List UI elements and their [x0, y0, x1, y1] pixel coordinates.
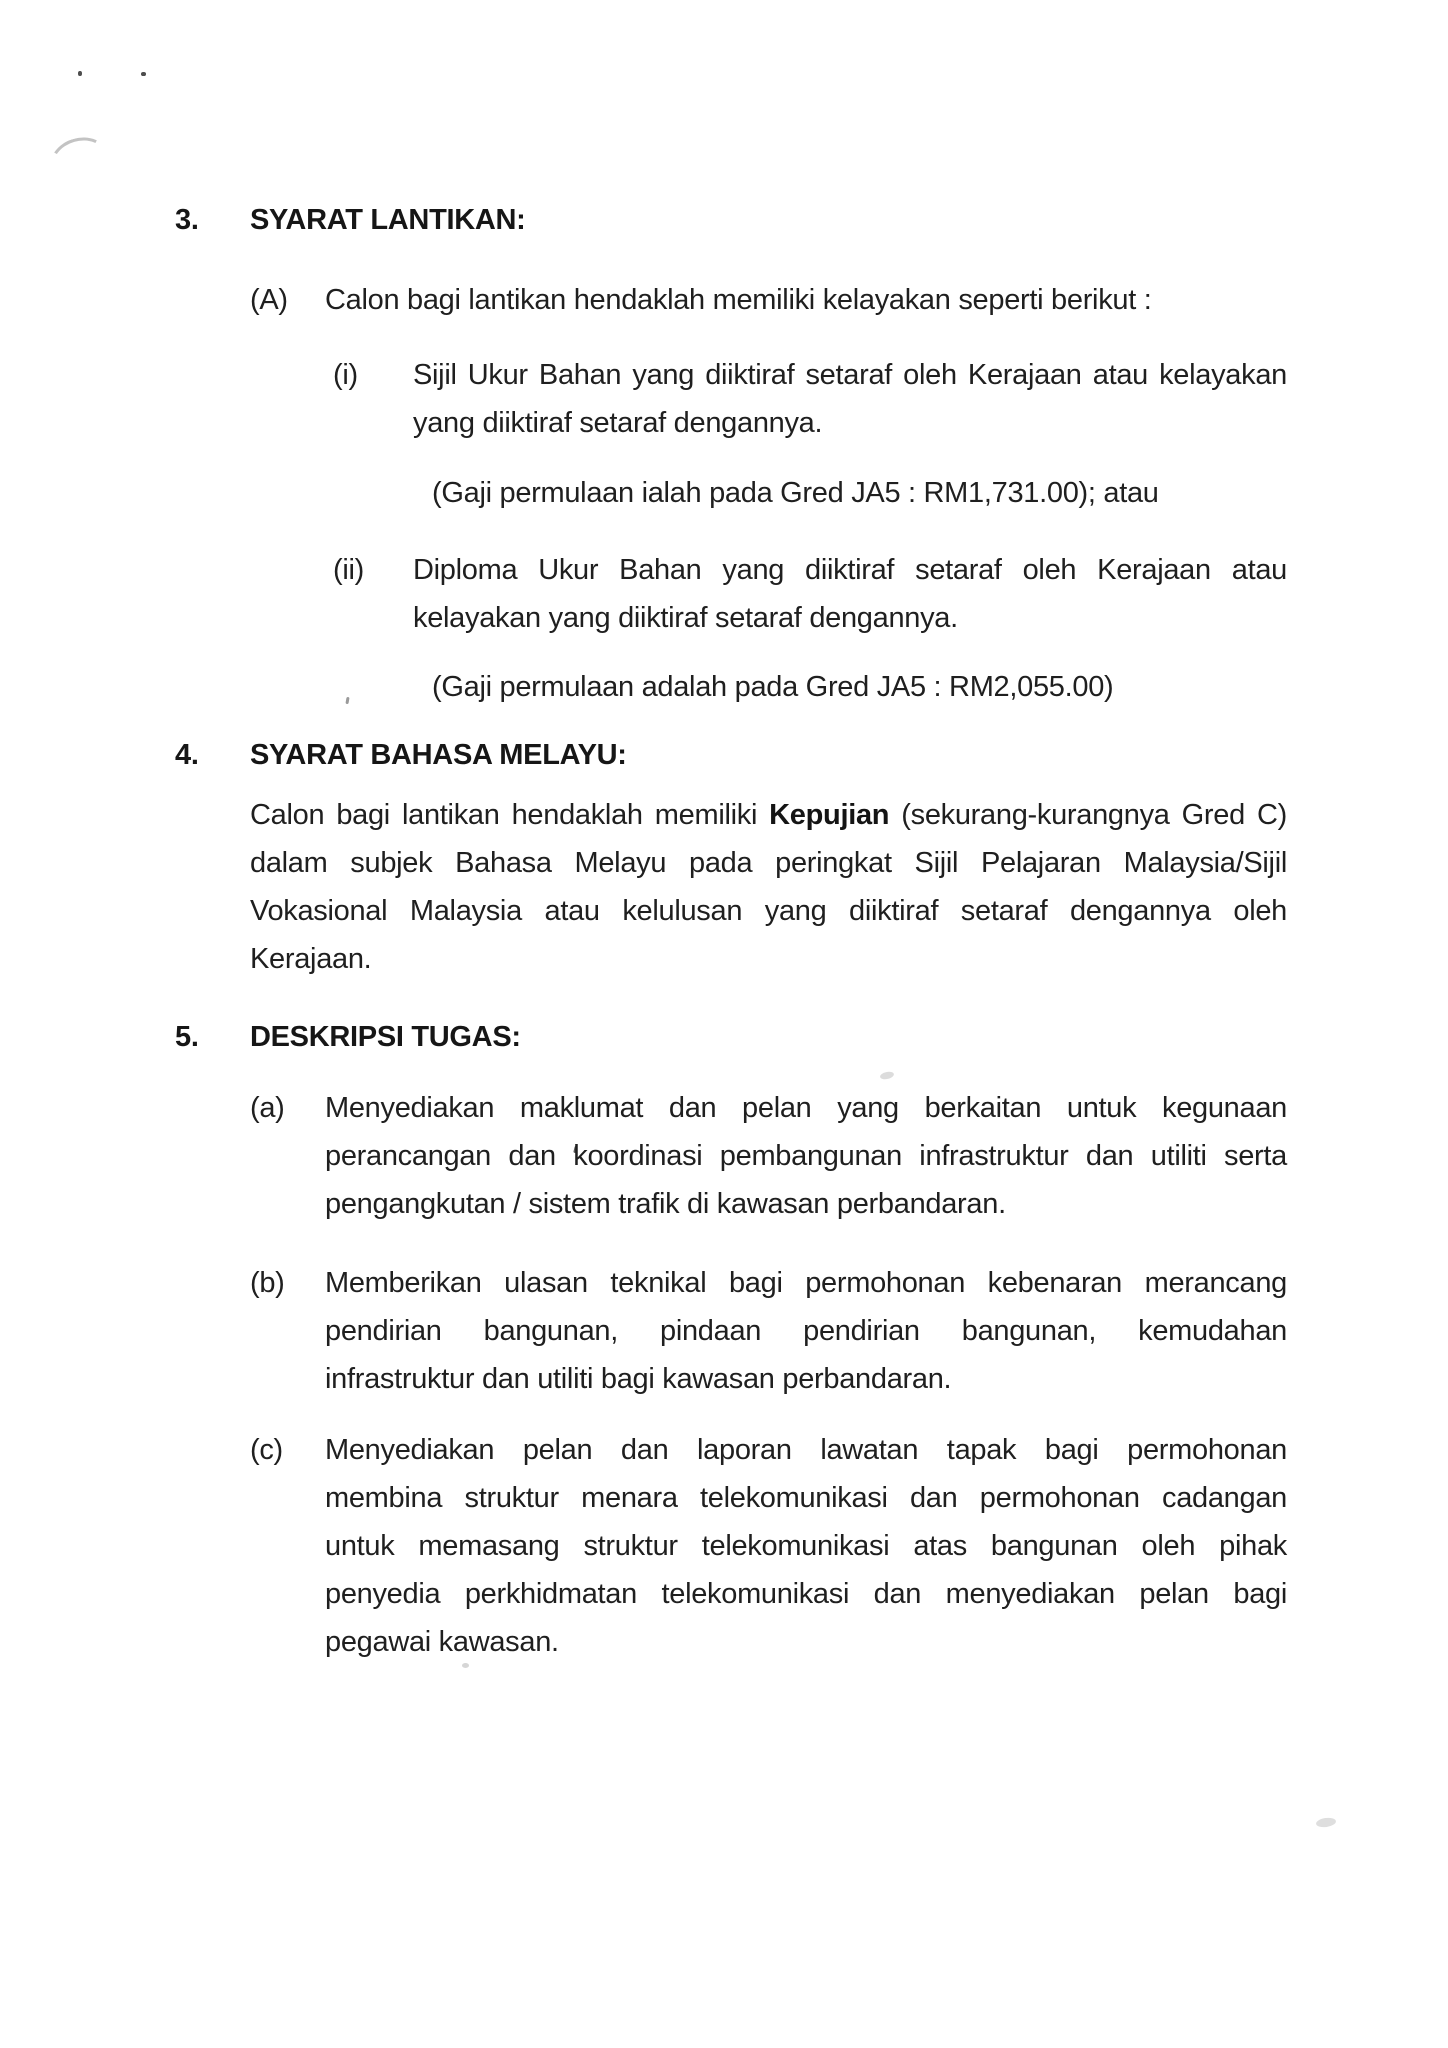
task-text — [325, 1084, 1287, 1228]
document-body — [175, 196, 1287, 1666]
item-line: Sijil Ukur Bahan yang diiktiraf setaraf oleh Kerajaan atau kelayakan — [413, 359, 1287, 391]
task-line: penyedia perkhidmatan telekomunikasi dan menyediakan pelan bagi — [325, 1578, 1287, 1610]
task-c — [250, 1426, 1287, 1666]
item-text — [413, 546, 1287, 642]
task-line: untuk memasang struktur telekomunikasi atas bangunan oleh pihak — [325, 1530, 1287, 1562]
section-title: DESKRIPSI TUGAS: — [250, 1021, 521, 1053]
section-4-heading — [175, 731, 1287, 779]
scan-arc-mark — [45, 131, 116, 194]
section-number: 4. — [175, 739, 199, 771]
task-line: Memberikan ulasan teknikal bagi permohonan kebenaran merancang — [325, 1267, 1287, 1299]
task-a — [250, 1084, 1287, 1228]
paragraph-line — [250, 791, 1287, 839]
clause-text: Calon bagi lantikan hendaklah memiliki kelayakan seperti berikut : — [325, 284, 1152, 316]
task-line: Menyediakan pelan dan laporan lawatan tapak bagi permohonan — [325, 1434, 1287, 1466]
scan-speck — [1315, 1817, 1336, 1829]
paragraph-bold-text: Kepujian — [769, 799, 890, 831]
task-line: pengangkutan / sistem trafik di kawasan perbandaran. — [325, 1188, 1006, 1220]
task-line: infrastruktur dan utiliti bagi kawasan perbandaran. — [325, 1363, 952, 1395]
paragraph-text: Calon bagi lantikan hendaklah memiliki — [250, 799, 758, 831]
item-label: (ii) — [333, 554, 365, 586]
task-line: pegawai kawasan. — [325, 1626, 559, 1658]
section-title: SYARAT BAHASA MELAYU: — [250, 739, 627, 771]
task-label: (b) — [250, 1267, 285, 1299]
task-line: perancangan dan koordinasi pembangunan infrastruktur dan utiliti serta — [325, 1140, 1287, 1172]
item-i — [333, 351, 1287, 447]
task-text — [325, 1259, 1287, 1403]
salary-note-ii: (Gaji permulaan adalah pada Gred JA5 : RM2,055.00) — [432, 671, 1114, 703]
item-label: (i) — [333, 359, 358, 391]
section-4-paragraph — [250, 791, 1287, 983]
item-ii — [333, 546, 1287, 642]
section-number: 5. — [175, 1021, 199, 1053]
salary-note-i: (Gaji permulaan ialah pada Gred JA5 : RM1,731.00); atau — [432, 477, 1159, 509]
section-3-heading — [175, 196, 1287, 244]
task-label: (a) — [250, 1092, 285, 1124]
task-line: Menyediakan maklumat dan pelan yang berkaitan untuk kegunaan — [325, 1092, 1287, 1124]
item-text — [413, 351, 1287, 447]
clause-A — [250, 276, 1287, 324]
clause-label: (A) — [250, 284, 288, 316]
paragraph-text: (sekurang-kurangnya Gred C) — [901, 799, 1287, 831]
task-b — [250, 1259, 1287, 1403]
section-title: SYARAT LANTIKAN: — [250, 204, 526, 236]
paragraph-line: Vokasional Malaysia atau kelulusan yang diiktiraf setaraf dengannya oleh — [250, 895, 1287, 927]
section-5-heading — [175, 1013, 1287, 1061]
scan-speck — [78, 71, 82, 76]
task-label: (c) — [250, 1434, 283, 1466]
section-number: 3. — [175, 204, 199, 236]
item-line: yang diiktiraf setaraf dengannya. — [413, 407, 823, 439]
item-line: Diploma Ukur Bahan yang diiktiraf setaraf oleh Kerajaan atau — [413, 554, 1287, 586]
task-text — [325, 1426, 1287, 1666]
scan-speck — [141, 72, 146, 76]
task-line: membina struktur menara telekomunikasi dan permohonan cadangan — [325, 1482, 1287, 1514]
paragraph-line: dalam subjek Bahasa Melayu pada peringkat Sijil Pelajaran Malaysia/Sijil — [250, 847, 1287, 879]
task-line: pendirian bangunan, pindaan pendirian bangunan, kemudahan — [325, 1315, 1287, 1347]
paragraph-line: Kerajaan. — [250, 943, 372, 975]
item-line: kelayakan yang diiktiraf setaraf dengannya. — [413, 602, 958, 634]
